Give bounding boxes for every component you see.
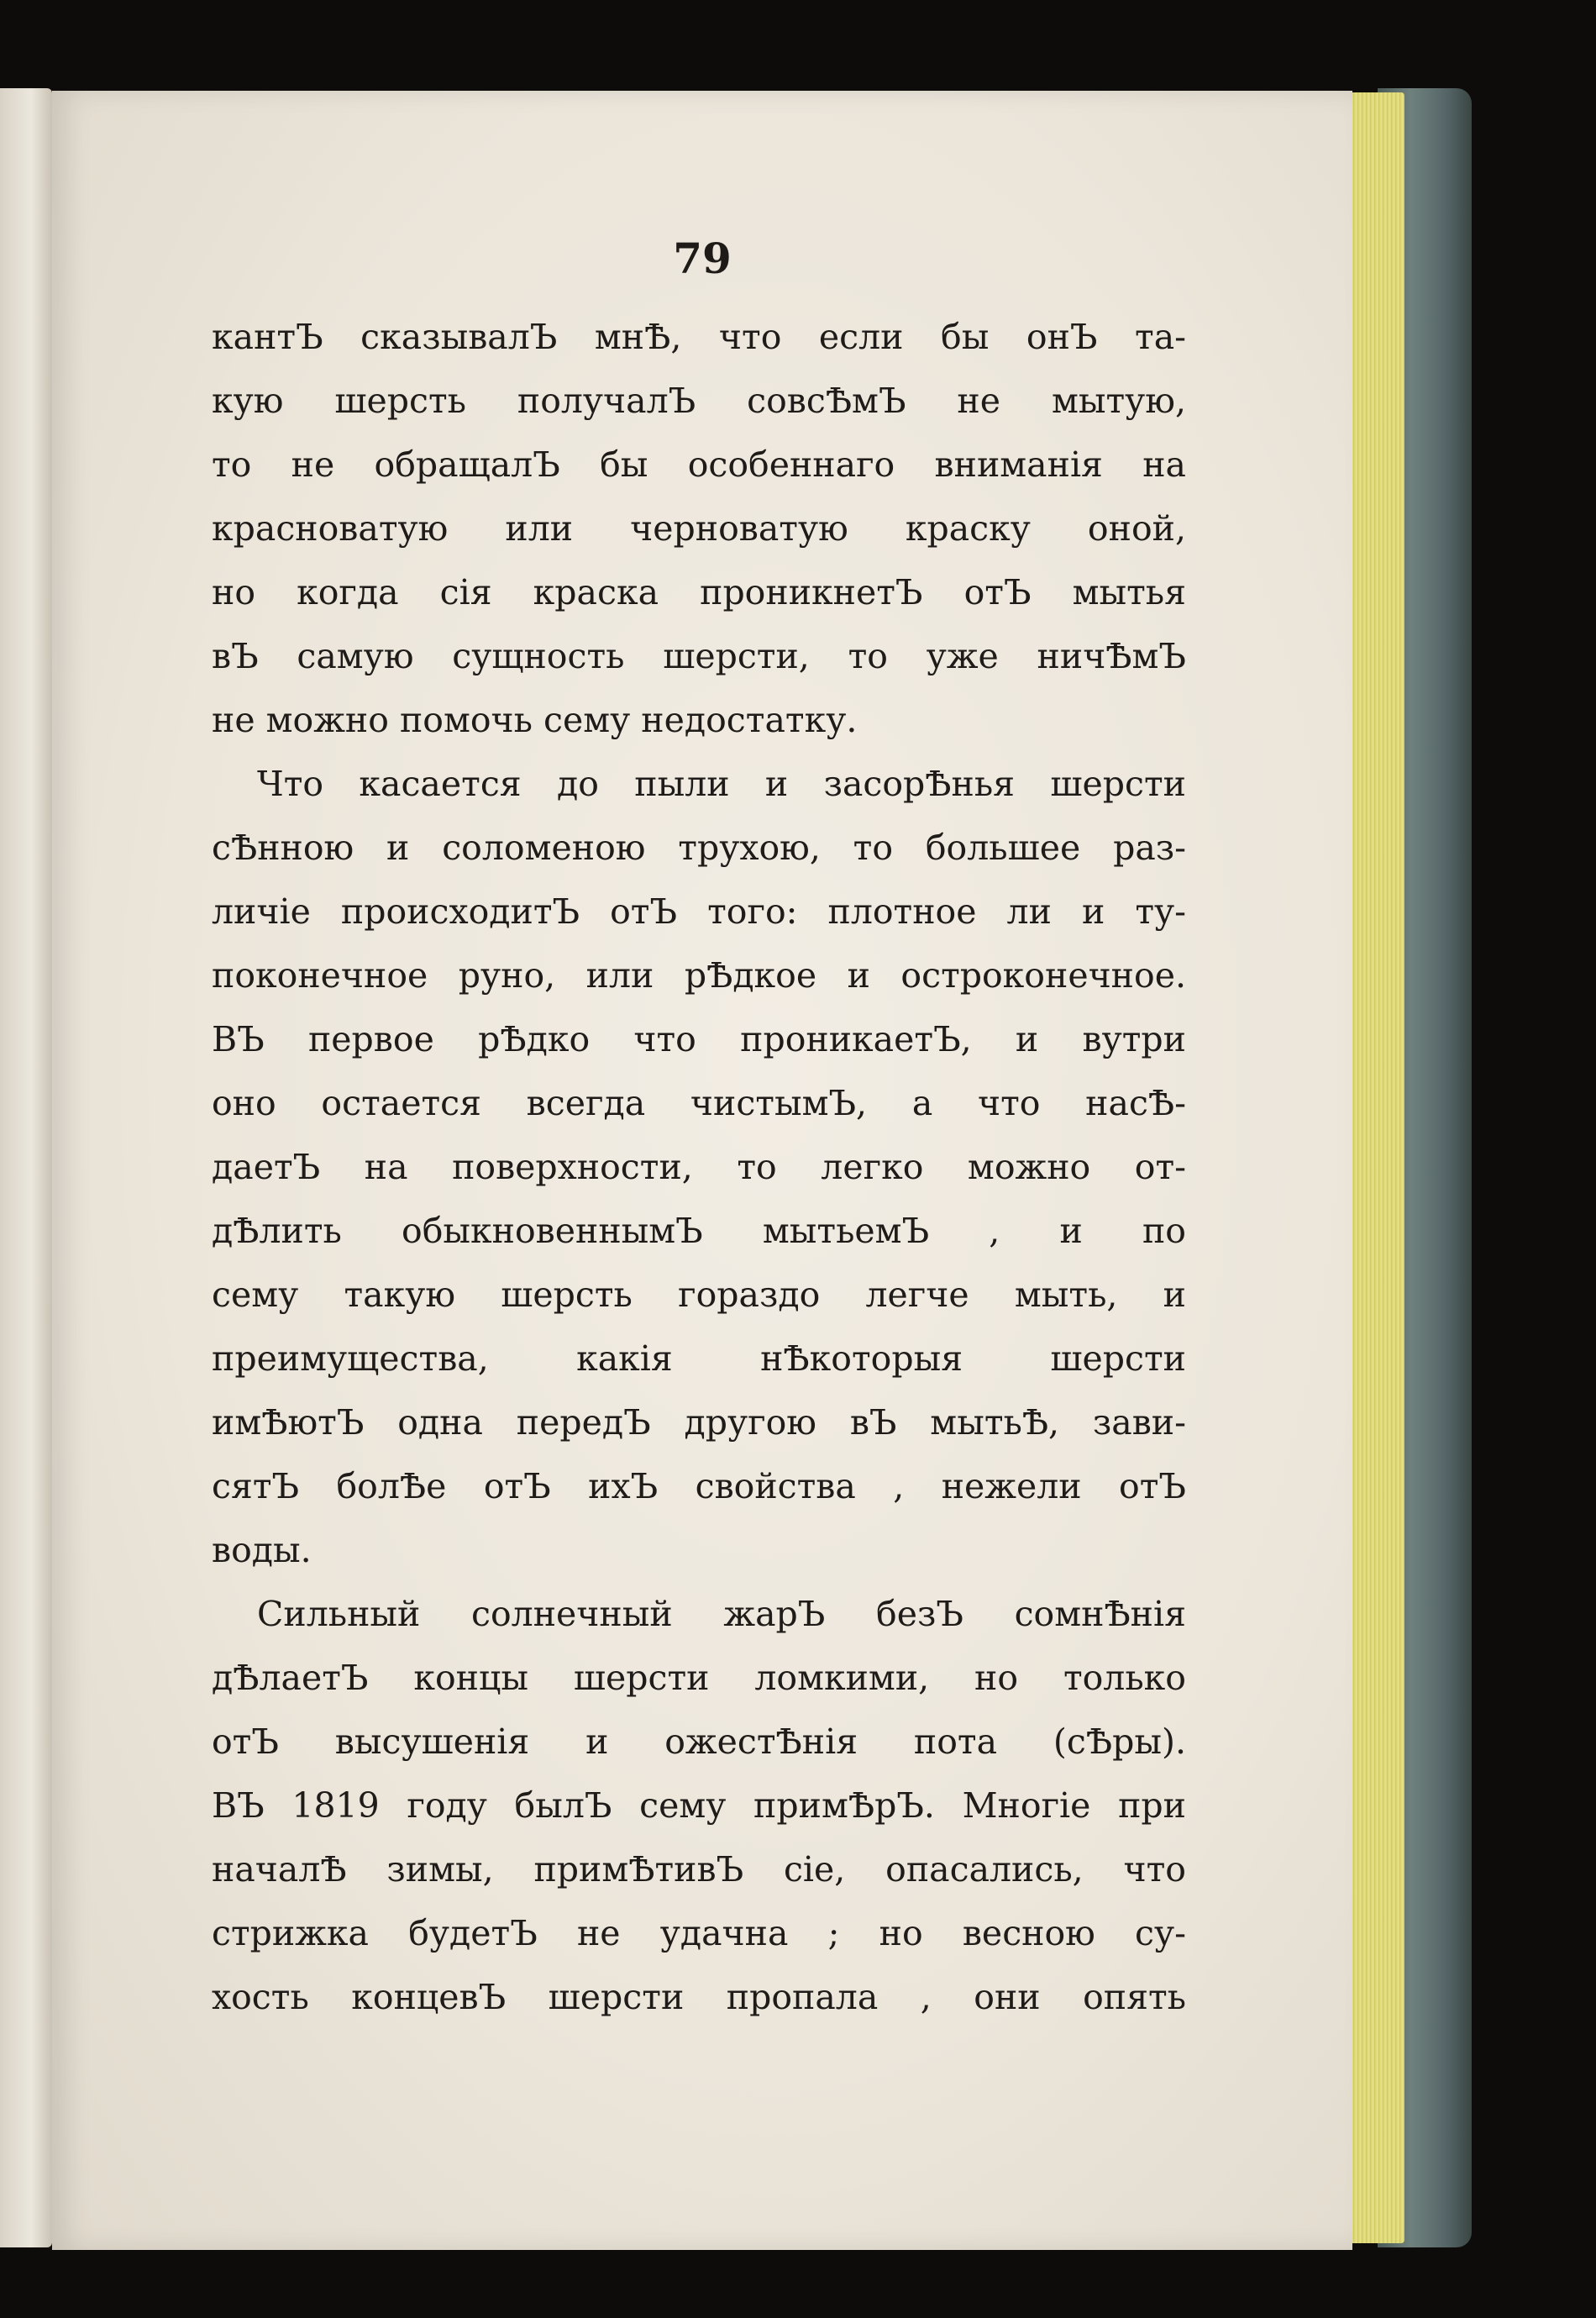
text-line: имѢютЪ одна передЪ другою вЪ мытьѢ, зави- [212,1402,1186,1443]
text-line: ВЪ первое рѢдко что проникаетЪ, и вутри [212,1019,1186,1059]
text-line: поконечное руно, или рѢдкое и остроконечное. [212,955,1186,996]
text-line: дѢлаетЪ концы шерсти ломкими, но только [212,1658,1186,1698]
text-line: даетЪ на поверхности, то легко можно от- [212,1147,1186,1187]
page-number: 79 [673,234,732,283]
text-line: дѢлить обыкновеннымЪ мытьемЪ , и по [212,1211,1186,1251]
text-line: личіе происходитЪ отЪ того: плотное ли и ту- [212,891,1186,932]
text-line: воды. [212,1530,312,1570]
text-line: стрижка будетЪ не удачна ; но весною су- [212,1913,1186,1953]
text-line: то не обращалЪ бы особеннаго вниманія на [212,444,1186,485]
page-block-edge [1346,92,1404,2243]
book-page [52,91,1352,2250]
text-line: Что касается до пыли и засорѢнья шерсти [257,764,1186,804]
text-line: ВЪ 1819 году былЪ сему примѢрЪ. Многіе при [212,1785,1186,1826]
text-line: сятЪ болѢе отЪ ихЪ свойства , нежели отЪ [212,1466,1186,1506]
text-line: не можно помочь сему недостатку. [212,700,858,740]
text-line: преимущества, какія нѢкоторыя шерсти [212,1338,1186,1379]
text-line: хость концевЪ шерсти пропала , они опять [212,1977,1186,2017]
text-line: но когда сія краска проникнетЪ отЪ мытья [212,572,1186,612]
text-line: началѢ зимы, примѢтивЪ сіе, опасались, что [212,1849,1186,1890]
text-line: Сильный солнечный жарЪ безЪ сомнѢнія [257,1594,1186,1634]
text-line: сему такую шерсть гораздо легче мыть, и [212,1275,1186,1315]
text-line: сѢнною и соломеною трухою, то большее раз- [212,828,1186,868]
text-line: кую шерсть получалЪ совсѢмЪ не мытую, [212,381,1186,421]
text-line: вЪ самую сущность шерсти, то уже ничѢмЪ [212,636,1186,676]
text-line: кантЪ сказывалЪ мнѢ, что если бы онЪ та- [212,317,1186,357]
left-page-edge [0,88,52,2247]
text-line: оно остается всегда чистымЪ, а что насѢ- [212,1083,1186,1123]
text-line: отЪ высушенія и ожестѢнія пота (сѢры). [212,1721,1186,1762]
page-text [212,305,1186,2029]
text-line: красноватую или черноватую краску оной, [212,508,1186,549]
